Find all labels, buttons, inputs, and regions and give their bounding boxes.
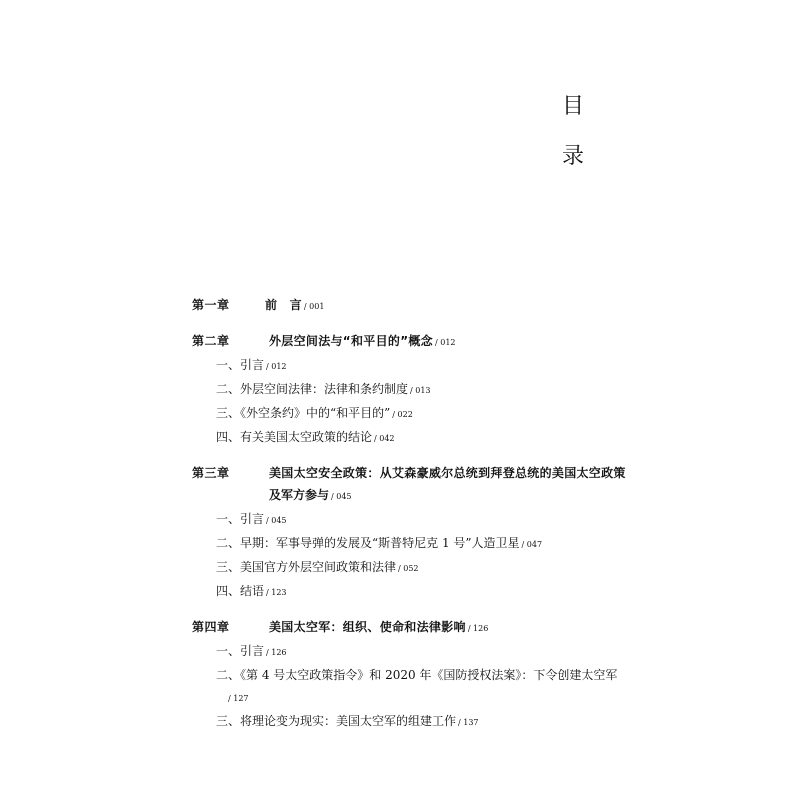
section-title: 一、引言 [216, 512, 265, 526]
section-entry[interactable] [192, 354, 632, 378]
page-number: / 012 [434, 338, 456, 347]
chapter-title: 美国太空军：组织、使命和法律影响 [269, 620, 466, 634]
page-number: / 127 [228, 694, 249, 703]
page-number: / 052 [398, 564, 419, 573]
chapter-title: 美国太空安全政策：从艾森豪威尔总统到拜登总统的美国太空政策 [269, 466, 626, 480]
chapter-4 [192, 616, 632, 734]
page-number: / 022 [392, 410, 413, 419]
chapter-title: 外层空间法与“和平目的”概念 [269, 334, 433, 348]
chapter-title-continued: 及军方参与 [269, 488, 330, 502]
section-entry[interactable] [192, 402, 632, 426]
section-title: 二、早期：军事导弹的发展及“斯普特尼克 1 号”人造卫星 [216, 536, 520, 550]
chapter-3-heading-continued[interactable] [192, 484, 632, 508]
section-title: 三、美国官方外层空间政策和法律 [216, 560, 397, 574]
chapter-4-heading[interactable] [192, 616, 632, 640]
table-of-contents [192, 294, 632, 746]
page-number: / 123 [266, 588, 287, 597]
section-entry[interactable] [192, 426, 632, 450]
chapter-number: 第二章 [192, 334, 230, 348]
section-entry[interactable] [192, 556, 632, 580]
section-title: 一、引言 [216, 644, 265, 658]
section-entry[interactable] [192, 640, 632, 664]
section-entry[interactable] [192, 664, 632, 686]
chapter-3 [192, 462, 632, 604]
section-entry[interactable] [192, 508, 632, 532]
chapter-3-heading[interactable] [192, 462, 632, 484]
section-entry[interactable] [192, 378, 632, 402]
section-title: 四、结语 [216, 584, 265, 598]
page-number: / 045 [331, 492, 352, 501]
chapter-number: 第一章 [192, 298, 230, 312]
section-title: 三、将理论变为现实：美国太空军的组建工作 [216, 714, 457, 728]
page-number: / 001 [303, 302, 325, 311]
page-number: / 013 [410, 386, 431, 395]
section-title: 二、外层空间法律：法律和条约制度 [216, 382, 409, 396]
page-number: / 047 [521, 540, 543, 549]
chapter-number: 第三章 [192, 466, 230, 480]
page-number: / 042 [374, 434, 395, 443]
section-title: 二、《第 4 号太空政策指令》和 2020 年《国防授权法案》：下令创建太空军 [216, 668, 618, 682]
chapter-1-heading[interactable] [192, 294, 632, 318]
section-title: 四、有关美国太空政策的结论 [216, 430, 373, 444]
section-entry[interactable] [192, 710, 632, 734]
toc-heading-char-1: 目 [561, 94, 584, 119]
section-entry[interactable] [192, 532, 632, 556]
toc-heading-char-2: 录 [561, 144, 584, 169]
section-entry-continued[interactable] [192, 686, 632, 710]
chapter-title: 前 言 [265, 298, 302, 312]
page-number: / 126 [266, 648, 287, 657]
page-number: / 126 [467, 624, 489, 633]
section-title: 一、引言 [216, 358, 265, 372]
section-entry[interactable] [192, 580, 632, 604]
chapter-2-heading[interactable] [192, 330, 632, 354]
page-number: / 137 [458, 718, 479, 727]
chapter-number: 第四章 [192, 620, 230, 634]
section-title: 三、《外空条约》中的“和平目的” [216, 406, 391, 420]
page-number: / 012 [266, 362, 287, 371]
chapter-2 [192, 330, 632, 450]
page-number: / 045 [266, 516, 287, 525]
chapter-1 [192, 294, 632, 318]
toc-heading [558, 96, 588, 168]
